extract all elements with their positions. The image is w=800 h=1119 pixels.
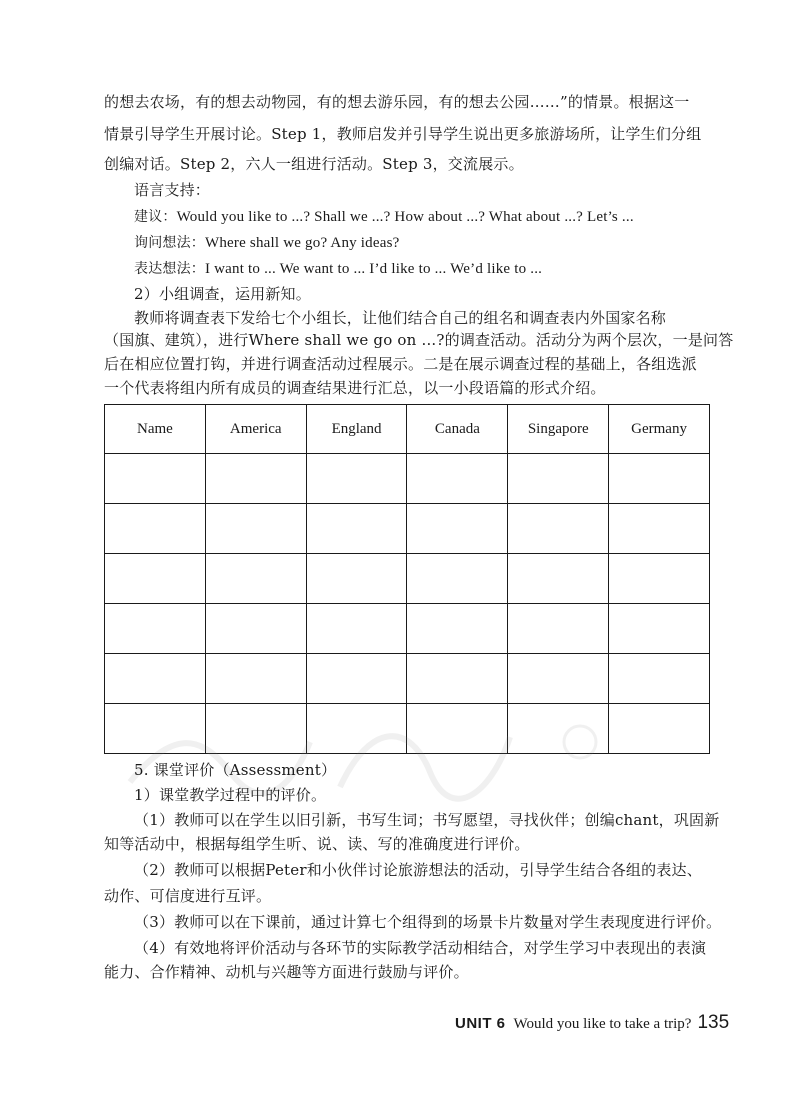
table-cell [508,454,609,504]
table-cell [407,504,508,554]
table-cell [609,454,710,504]
table-cell [508,704,609,754]
table-cell [306,554,407,604]
table-cell [205,604,306,654]
table-row [105,454,710,504]
table-header-row [105,405,710,454]
footer-title: Would you like to take a trip? [513,1016,692,1032]
header-singapore: Singapore [508,405,609,454]
table-cell [609,704,710,754]
survey-para-1: 教师将调查表下发给七个小组长，让他们结合自己的组名和调查表内外国家名称 [134,309,667,327]
assessment-item-4a: （4）有效地将评价活动与各环节的实际教学活动相结合，对学生学习中表现出的表演 [134,939,707,957]
table-cell [306,704,407,754]
table-cell [609,604,710,654]
footer-unit: UNIT 6 [455,1015,506,1032]
table-cell [407,454,508,504]
table-cell [105,604,206,654]
table-cell [205,554,306,604]
table-cell [508,604,609,654]
table-cell [205,704,306,754]
table-cell [105,654,206,704]
table-cell [508,654,609,704]
assessment-item-2b: 动作、可信度进行互评。 [104,887,272,905]
table-cell [105,504,206,554]
table-cell [508,554,609,604]
ask-label: 询问想法： [134,235,205,251]
express-text: I want to ... We want to ... I’d like to ... We’d like to ... [205,261,543,277]
table-cell [609,504,710,554]
table-row [105,704,710,754]
table-cell [306,504,407,554]
header-canada: Canada [407,405,508,454]
page-number: 135 [697,1012,730,1033]
assessment-item-1b: 知等活动中，根据每组学生听、说、读、写的准确度进行评价。 [104,835,530,853]
table-cell [407,604,508,654]
table-cell [105,454,206,504]
table-cell [407,704,508,754]
support-suggest [134,206,634,227]
survey-table [104,404,710,754]
table-cell [105,704,206,754]
survey-para-2: （国旗、建筑），进行Where shall we go on ...?的调查活动。活动分为两个层次，一是问答 [104,331,734,349]
assessment-sub: 1）课堂教学过程中的评价。 [134,786,327,804]
survey-para-3: 后在相应位置打钩，并进行调查活动过程展示。二是在展示调查过程的基础上，各组选派 [104,355,697,373]
assessment-heading: 5. 课堂评价（Assessment） [134,761,337,779]
intro-line-1: 的想去农场，有的想去动物园，有的想去游乐园，有的想去公园……”的情景。根据这一 [104,93,690,111]
header-america: America [205,405,306,454]
support-ask [134,232,399,253]
assessment-item-3: （3）教师可以在下课前，通过计算七个组得到的场景卡片数量对学生表现度进行评价。 [134,913,722,931]
header-name: Name [105,405,206,454]
assessment-item-4b: 能力、合作精神、动机与兴趣等方面进行鼓励与评价。 [104,963,469,981]
intro-line-3: 创编对话。Step 2，六人一组进行活动。Step 3，交流展示。 [104,155,524,173]
table-cell [306,604,407,654]
table-cell [105,554,206,604]
survey-para-4: 一个代表将组内所有成员的调查结果进行汇总，以一小段语篇的形式介绍。 [104,379,606,397]
table-row [105,654,710,704]
assessment-item-1a: （1）教师可以在学生以旧引新，书写生词；书写愿望，寻找伙伴；创编chant，巩固新 [134,811,720,829]
support-heading: 语言支持： [134,181,211,199]
page-footer [455,1012,729,1034]
express-label: 表达想法： [134,261,205,277]
table-cell [306,654,407,704]
assessment-item-2a: （2）教师可以根据Peter和小伙伴讨论旅游想法的活动，引导学生结合各组的表达、 [134,861,702,879]
survey-heading: 2）小组调查，运用新知。 [134,285,311,303]
table-cell [205,654,306,704]
intro-line-2: 情景引导学生开展讨论。Step 1，教师启发并引导学生说出更多旅游场所，让学生们分组 [104,125,702,143]
table-cell [609,554,710,604]
table-cell [609,654,710,704]
header-germany: Germany [609,405,710,454]
table-row [105,554,710,604]
suggest-label: 建议： [134,209,177,225]
table-row [105,604,710,654]
table-cell [306,454,407,504]
table-row [105,504,710,554]
header-england: England [306,405,407,454]
ask-text: Where shall we go? Any ideas? [205,235,400,251]
suggest-text: Would you like to ...? Shall we ...? How about ...? What about ...? Let’s ... [176,209,634,225]
table-cell [407,654,508,704]
table-cell [407,554,508,604]
table-cell [205,504,306,554]
support-express [134,258,542,279]
table-cell [205,454,306,504]
table-cell [508,504,609,554]
